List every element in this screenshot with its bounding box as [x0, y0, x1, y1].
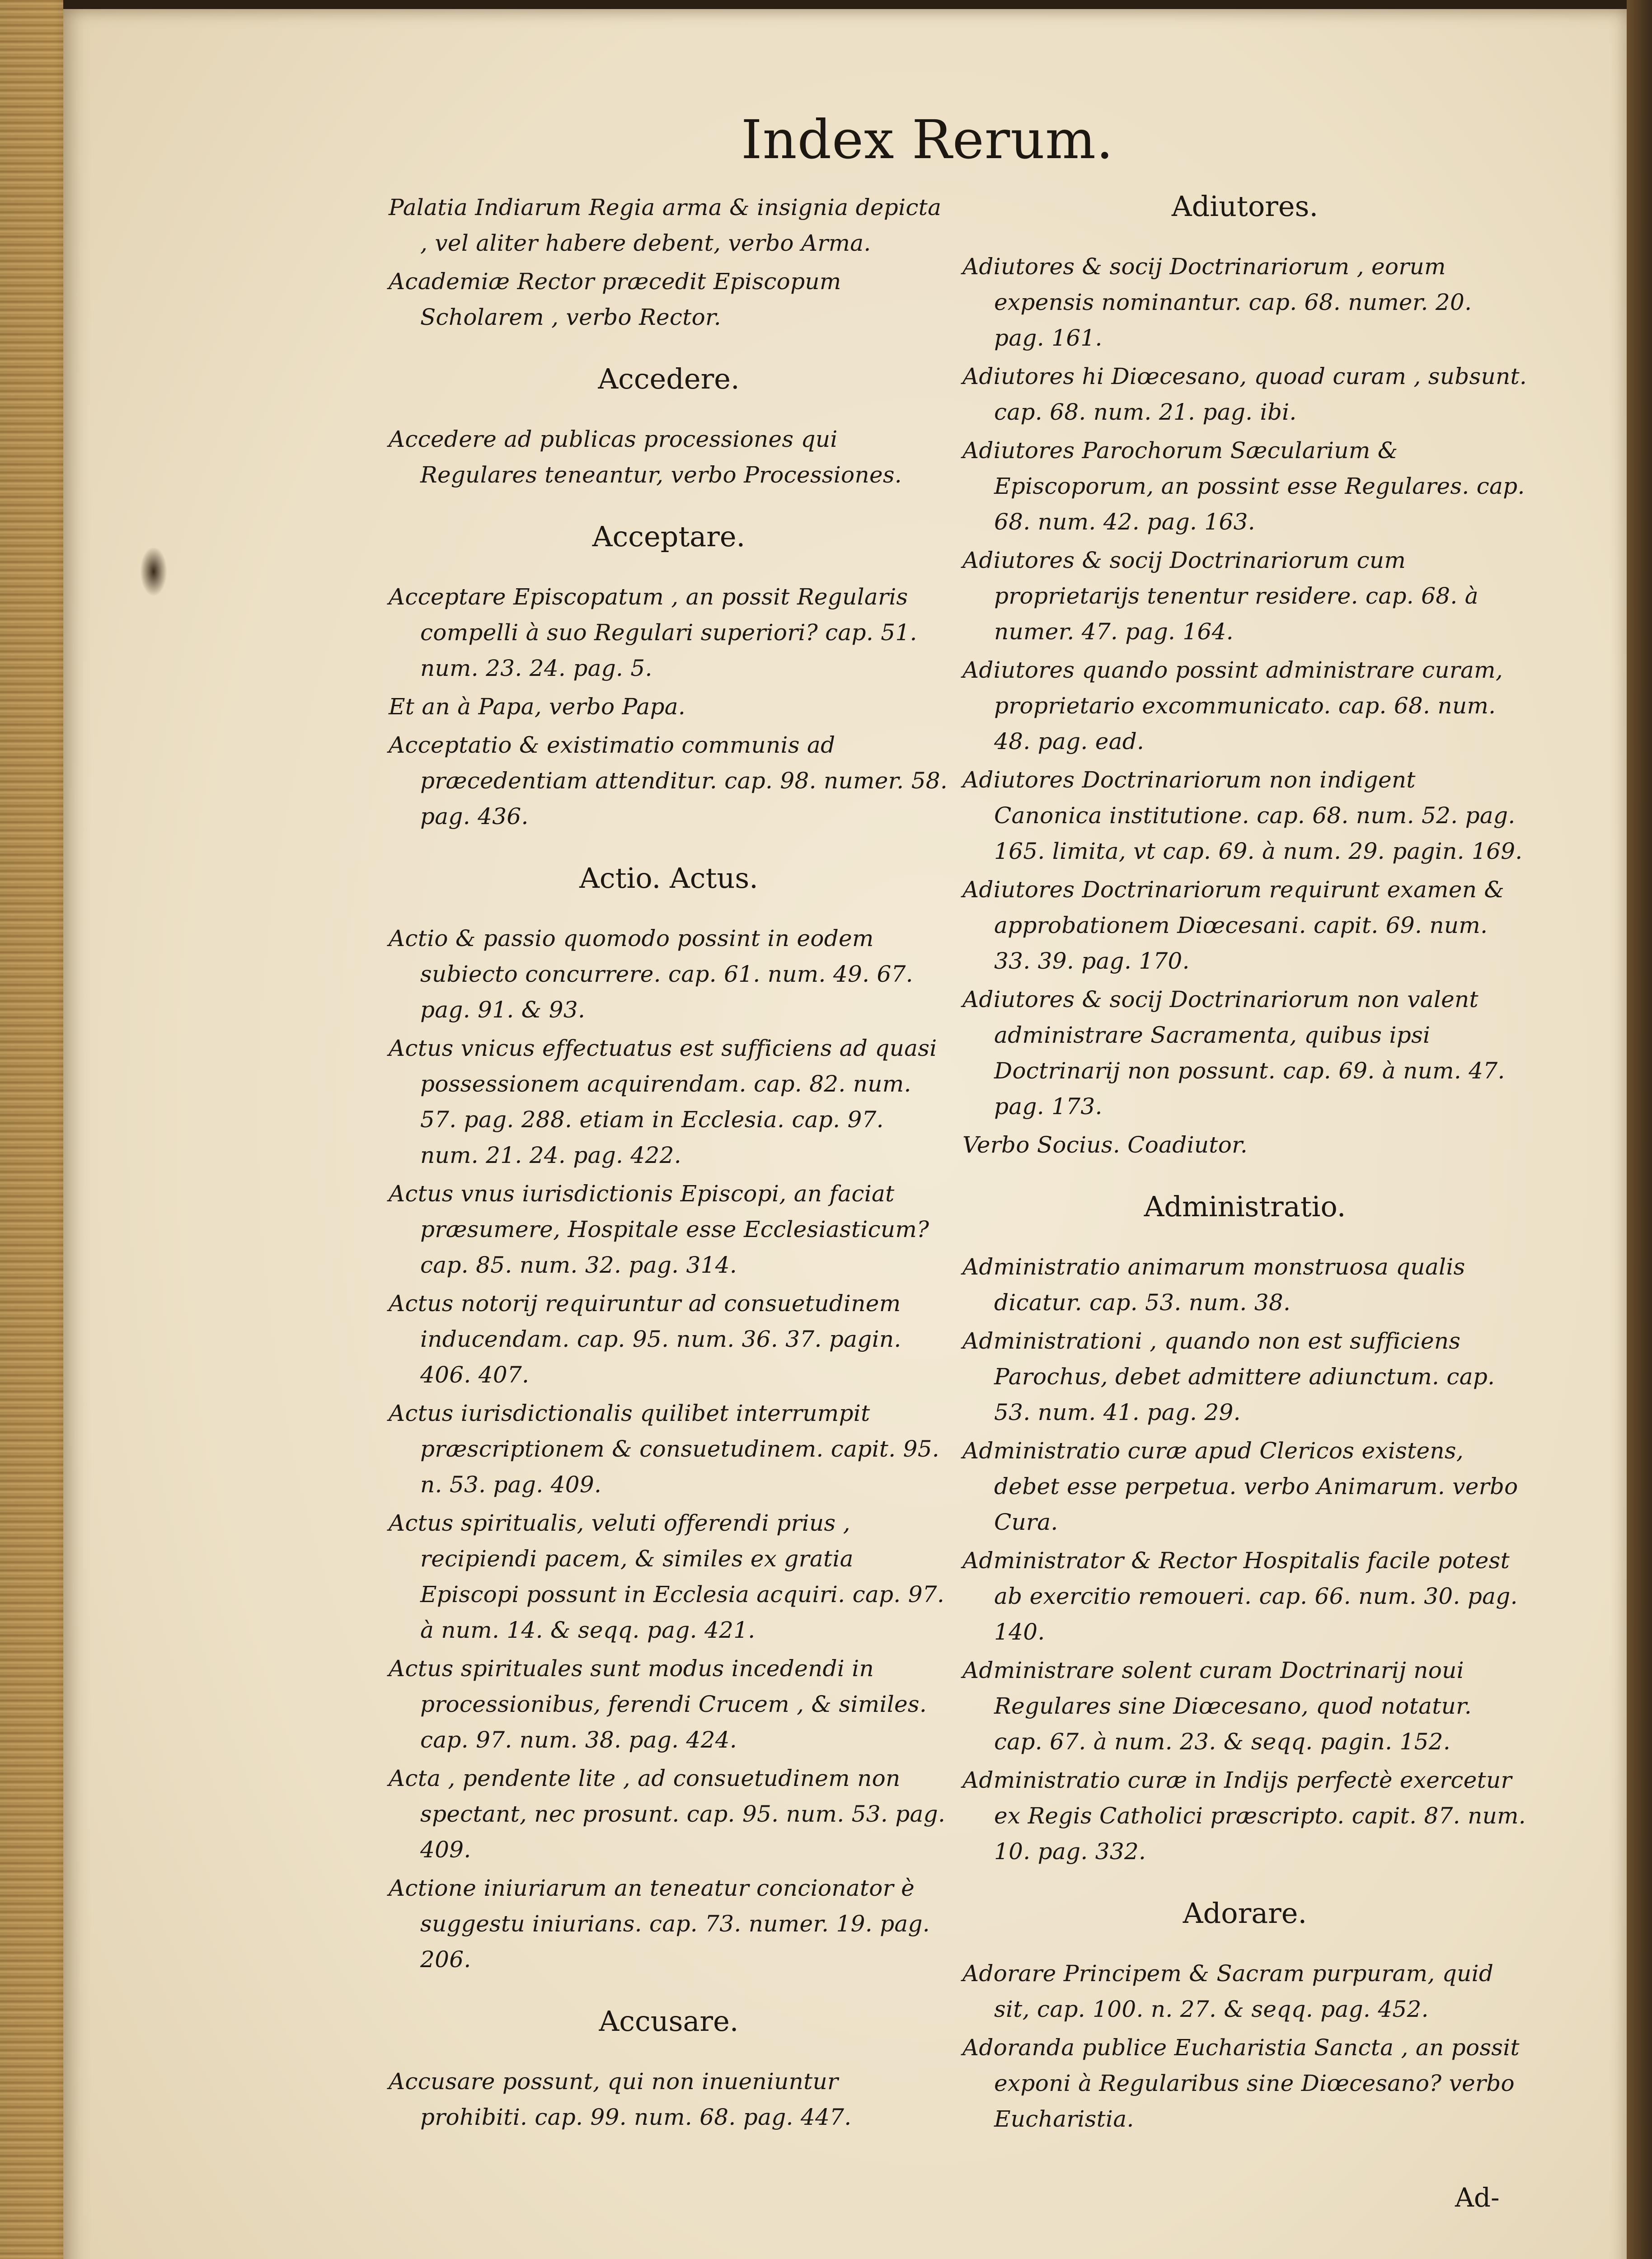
- index-entry: Academiæ Rector præcedit Episcopum Scholarem , verbo Rector.: [389, 268, 841, 330]
- section-heading: Actio. Actus.: [579, 862, 758, 895]
- index-entry: Adiutores quando possint administrare curam, proprietario excommunicato. cap. 68. num. 48. pag. ead.: [962, 657, 1503, 755]
- index-entry: Adiutores hi Diœcesano, quoad curam , subsunt. cap. 68. num. 21. pag. ibi.: [962, 363, 1527, 425]
- index-entry: Actus notorij requiruntur ad consuetudinem inducendam. cap. 95. num. 36. 37. pagin. 406. 407.: [389, 1290, 901, 1388]
- section-heading: Accedere.: [598, 362, 740, 395]
- section-heading: Acceptare.: [592, 520, 746, 553]
- index-entry: Adiutores & socij Doctrinariorum cum proprietarijs tenentur residere. cap. 68. à numer. 47. pag. 164.: [962, 547, 1478, 645]
- index-entry: Acceptatio & existimatio communis ad præcedentiam attenditur. cap. 98. numer. 58. pag. 436.: [389, 732, 948, 830]
- page-title: Index Rerum.: [741, 108, 1114, 171]
- left-column: [389, 190, 949, 2138]
- book-spine-edge: [0, 0, 63, 2259]
- index-entry: Adoranda publice Eucharistia Sancta , an possit exponi à Regularibus sine Diœcesano? verbo Eucharistia.: [962, 2034, 1520, 2132]
- index-entry: Adiutores & socij Doctrinariorum non valent administrare Sacramenta, quibus ipsi Doctrinarij non possunt. cap. 69. à num. 47. pag. 173.: [962, 986, 1505, 1120]
- index-entry: Adorare Principem & Sacram purpuram, quid sit, cap. 100. n. 27. & seqq. pag. 452.: [962, 1960, 1494, 2022]
- index-entry: Actus iurisdictionalis quilibet interrumpit præscriptionem & consuetudinem. capit. 95. n. 53. pag. 409.: [389, 1400, 940, 1498]
- index-entry: Actus vnicus effectuatus est sufficiens ad quasi possessionem acquirendam. cap. 82. num. 57. pag. 288. etiam in Ecclesia. cap. 97. num. 21. 24. pag. 422.: [389, 1035, 937, 1168]
- section-heading: Adiutores.: [1171, 190, 1319, 223]
- index-entry: Adiutores Doctrinariorum non indigent Canonica institutione. cap. 68. num. 52. pag. 165. limita, vt cap. 69. à num. 29. pagin. 169.: [962, 767, 1523, 864]
- index-entry: Administratio curæ apud Clericos existens, debet esse perpetua. verbo Animarum. verbo Cura.: [962, 1438, 1518, 1535]
- section-heading: Administratio.: [1144, 1190, 1346, 1223]
- page-stain: [140, 547, 167, 596]
- index-entry: Accedere ad publicas processiones qui Regulares teneantur, verbo Processiones.: [389, 426, 902, 488]
- section-heading: Accusare.: [599, 2005, 739, 2038]
- index-entry: Accusare possunt, qui non inueniuntur prohibiti. cap. 99. num. 68. pag. 447.: [389, 2068, 852, 2130]
- index-entry: Administratio animarum monstruosa qualis dicatur. cap. 53. num. 38.: [962, 1254, 1465, 1316]
- index-entry: Actione iniuriarum an teneatur concionator è suggestu iniurians. cap. 73. numer. 19. pag. 206.: [389, 1875, 930, 1973]
- index-entry: Actus spirituales sunt modus incedendi in processionibus, ferendi Crucem , & similes. cap. 97. num. 38. pag. 424.: [389, 1655, 927, 1753]
- index-entry: Actio & passio quomodo possint in eodem subiecto concurrere. cap. 61. num. 49. 67. pag. 91. & 93.: [389, 925, 913, 1023]
- index-entry: Acta , pendente lite , ad consuetudinem non spectant, nec prosunt. cap. 95. num. 53. pag. 409.: [389, 1765, 946, 1863]
- index-entry: Palatia Indiarum Regia arma & insignia depicta , vel aliter habere debent, verbo Arma.: [389, 194, 942, 256]
- index-entry: Verbo Socius. Coadiutor.: [962, 1132, 1248, 1158]
- index-entry: Adiutores Parochorum Sæcularium & Episcoporum, an possint esse Regulares. cap. 68. num. 42. pag. 163.: [962, 437, 1525, 535]
- index-entry: Adiutores & socij Doctrinariorum , eorum expensis nominantur. cap. 68. numer. 20. pag. 161.: [962, 253, 1472, 351]
- index-entry: Actus spiritualis, veluti offerendi prius , recipiendi pacem, & similes ex gratia Episcopi possunt in Ecclesia acquiri. cap. 97. à num. 14. & seqq. pag. 421.: [389, 1510, 945, 1643]
- catchword: Ad-: [1455, 2182, 1500, 2213]
- index-entry: Administrationi , quando non est sufficiens Parochus, debet admittere adiunctum. cap. 53. num. 41. pag. 29.: [962, 1328, 1495, 1425]
- index-entry: Adiutores Doctrinariorum requirunt examen & approbationem Diœcesani. capit. 69. num. 33. 39. pag. 170.: [962, 876, 1505, 974]
- next-page-edge: [1627, 0, 1652, 2259]
- index-entry: Acceptare Episcopatum , an possit Regularis compelli à suo Regulari superiori? cap. 51. num. 23. 24. pag. 5.: [389, 584, 917, 681]
- index-entry: Administratio curæ in Indijs perfectè exercetur ex Regis Catholici præscripto. capit. 87. num. 10. pag. 332.: [962, 1767, 1526, 1865]
- right-column: [962, 190, 1527, 2140]
- section-heading: Adorare.: [1183, 1897, 1307, 1930]
- index-entry: Administrator & Rector Hospitalis facile potest ab exercitio remoueri. cap. 66. num. 30. pag. 140.: [962, 1547, 1518, 1645]
- index-entry: Actus vnus iurisdictionis Episcopi, an faciat præsumere, Hospitale esse Ecclesiasticum? cap. 85. num. 32. pag. 314.: [389, 1181, 929, 1278]
- index-entry: Et an à Papa, verbo Papa.: [389, 694, 686, 720]
- index-entry: Administrare solent curam Doctrinarij noui Regulares sine Diœcesano, quod notatur. cap. 67. à num. 23. & seqq. pagin. 152.: [962, 1657, 1472, 1755]
